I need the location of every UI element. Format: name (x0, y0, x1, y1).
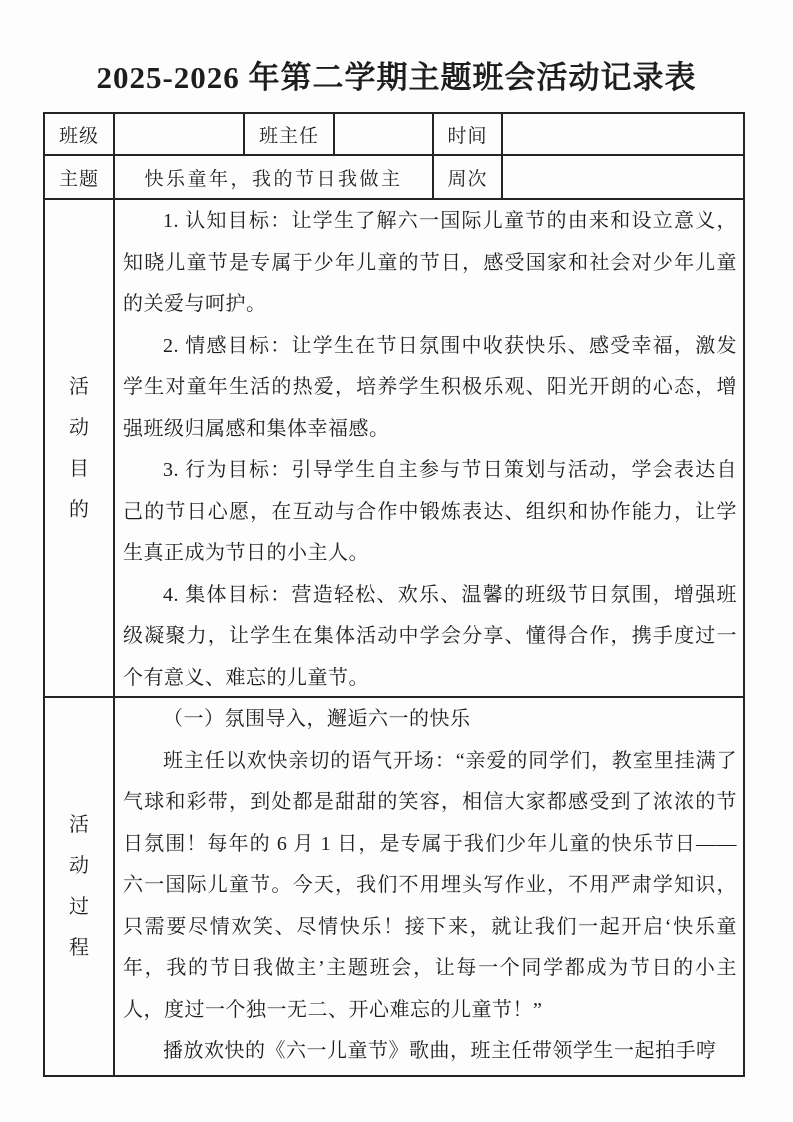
process-label-char: 过 (69, 896, 89, 918)
week-label: 周次 (434, 156, 503, 198)
activity-process-row (45, 696, 743, 1075)
purpose-paragraph-1: 1. 认知目标：让学生了解六一国际儿童节的由来和设立意义，知晓儿童节是专属于少年儿童的节日，感受国家和社会对少年儿童的关爱与呵护。 (123, 210, 737, 315)
class-value-field[interactable] (115, 114, 245, 154)
purpose-label-char: 目 (69, 457, 89, 480)
purpose-label-char: 动 (69, 416, 89, 439)
process-paragraph-2: 播放欢快的《六一儿童节》歌曲，班主任带领学生一起拍手哼 (163, 1040, 717, 1062)
theme-label: 主题 (45, 156, 115, 198)
purpose-label-char: 的 (69, 498, 89, 521)
theme-value: 快乐童年，我的节日我做主 (115, 156, 434, 198)
header-row-2 (45, 154, 743, 198)
week-value-field[interactable] (503, 156, 743, 198)
activity-process-label (45, 698, 115, 1075)
process-label-char: 动 (69, 855, 89, 877)
process-label-char: 活 (69, 814, 89, 836)
activity-purpose-label (45, 200, 115, 696)
activity-purpose-content (115, 200, 743, 696)
time-value-field[interactable] (503, 114, 743, 154)
activity-purpose-row (45, 198, 743, 696)
purpose-label-char: 活 (69, 375, 89, 398)
class-meeting-record-table (43, 112, 745, 1077)
purpose-paragraph-4: 4. 集体目标：营造轻松、欢乐、温馨的班级节日氛围，增强班级凝聚力，让学生在集体活动中学会分享、懂得合作，携手度过一个有意义、难忘的儿童节。 (123, 583, 737, 689)
head-teacher-label: 班主任 (245, 114, 335, 154)
purpose-paragraph-2: 2. 情感目标：让学生在节日氛围中收获快乐、感受幸福，激发学生对童年生活的热爱，培养学生积极乐观、阳光开朗的心态，增强班级归属感和集体幸福感。 (123, 334, 737, 440)
process-section-heading: （一）氛围导入，邂逅六一的快乐 (163, 708, 471, 730)
head-teacher-value-field[interactable] (335, 114, 434, 154)
purpose-paragraph-3: 3. 行为目标：引导学生自主参与节日策划与活动，学会表达自己的节日心愿，在互动与合作中锻炼表达、组织和协作能力，让学生真正成为节日的小主人。 (123, 459, 737, 564)
time-label: 时间 (434, 114, 503, 154)
process-label-char: 程 (69, 937, 89, 959)
class-label: 班级 (45, 114, 115, 154)
document-title: 2025-2026 年第二学期主题班会活动记录表 (96, 60, 697, 95)
process-paragraph-1: 班主任以欢快亲切的语气开场：“亲爱的同学们，教室里挂满了气球和彩带，到处都是甜甜的笑容，相信大家都感受到了浓浓的节日氛围！每年的 6 月 1 日，是专属于我们少年儿童的快乐节日——六一国际儿童节。今天，我们不用埋头写作业，不用严肃学知识，只需要尽情欢笑、尽情快乐！接下来，就让我们一起开启‘快乐童年，我的节日我做主’主题班会，让每一个同学都成为节日的小主人，度过一个独一无二、开心难忘的儿童节！” (123, 749, 737, 1021)
activity-process-content (115, 698, 743, 1075)
header-row-1 (45, 114, 743, 154)
